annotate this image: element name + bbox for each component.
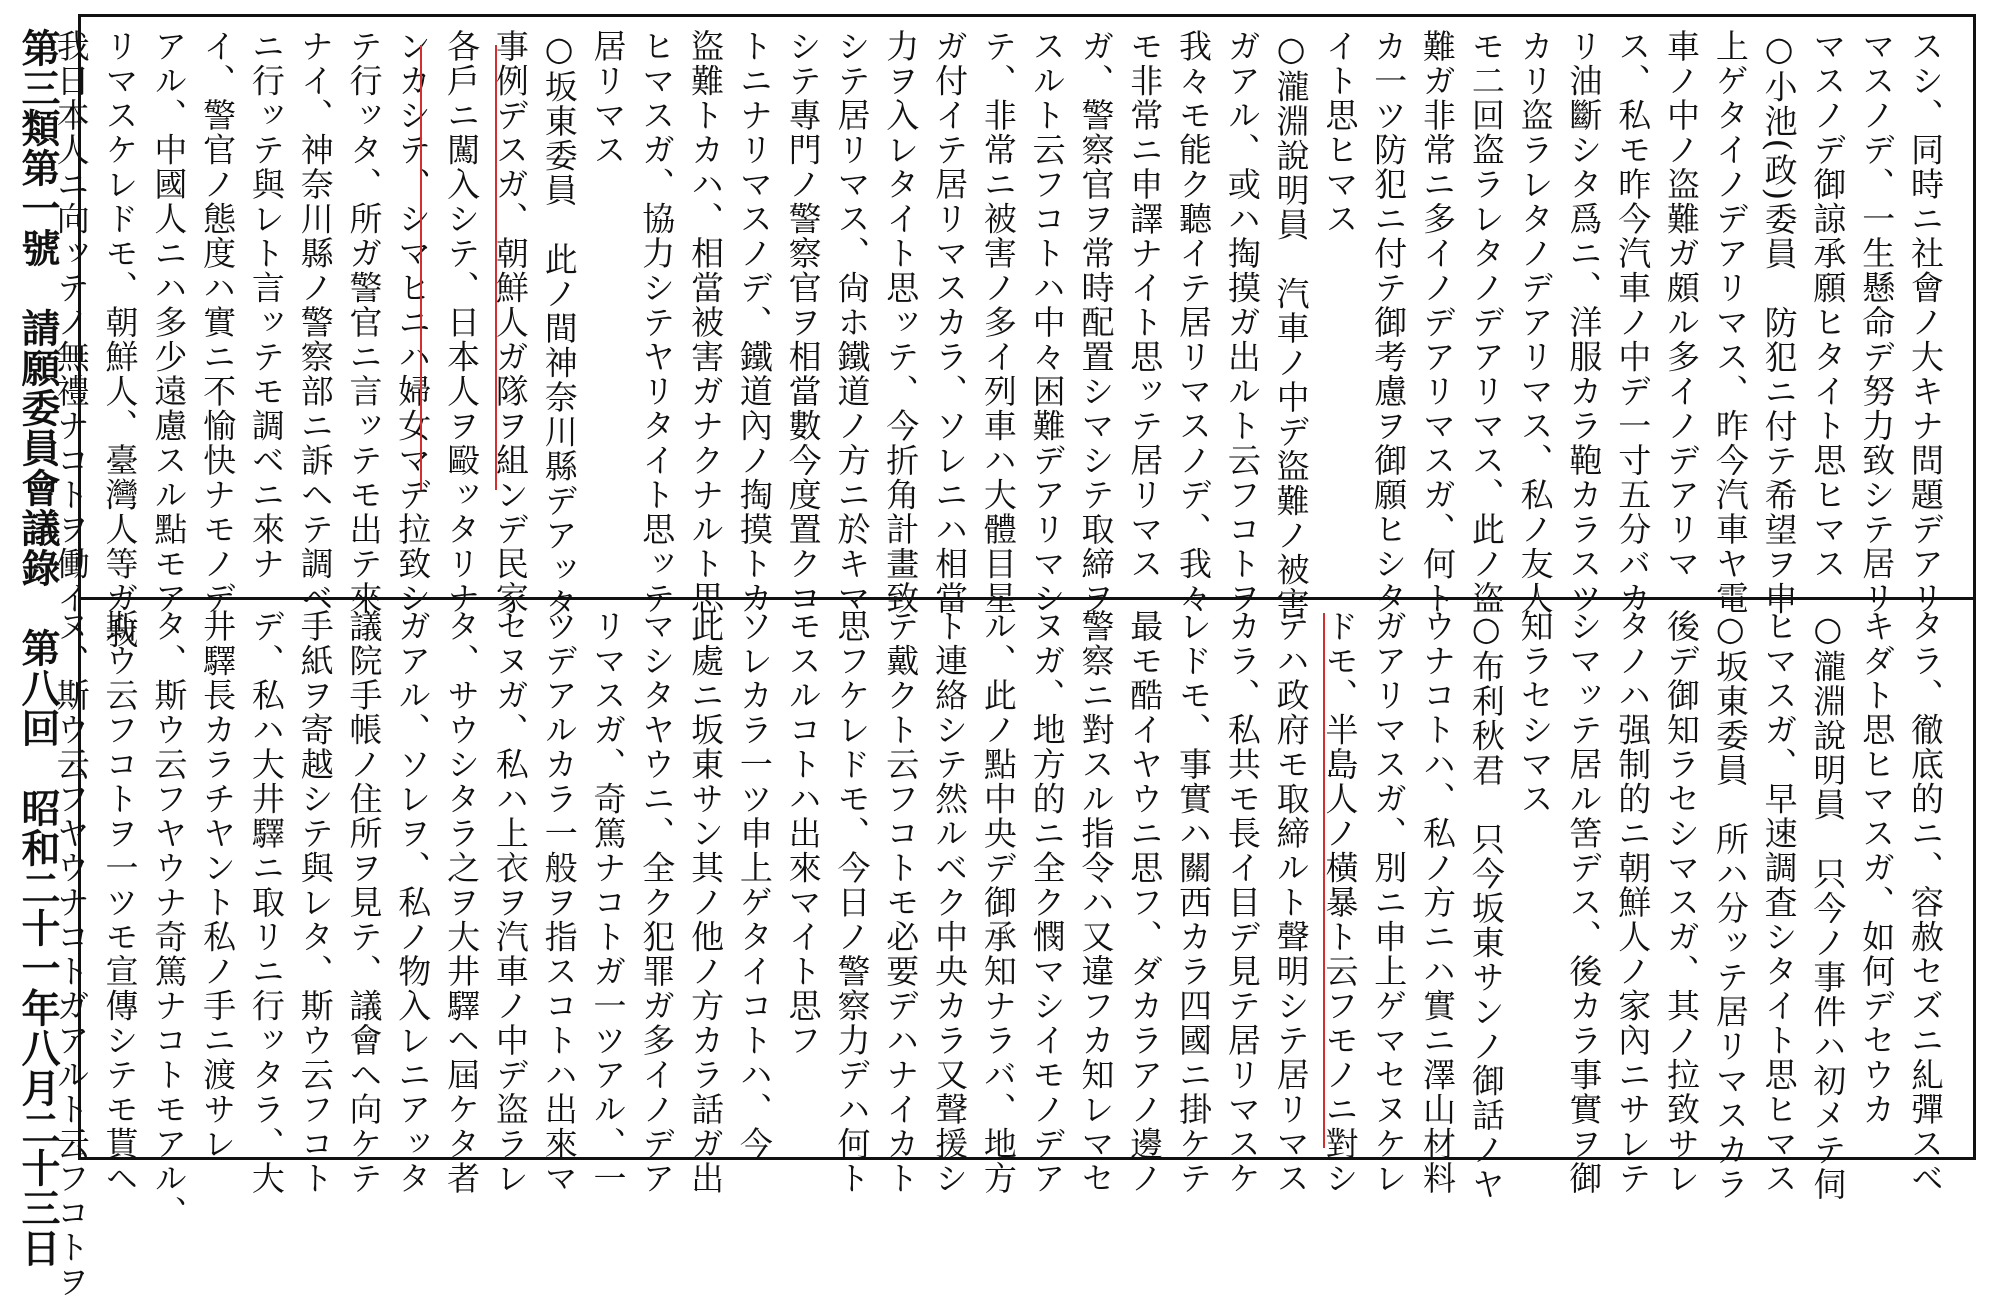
upper-text-line: アル、中國人ニハ多少遠慮スル點モア bbox=[149, 29, 189, 616]
lower-text-line: 警察ニ對スル指令ハ又違フカ知レマセ bbox=[1076, 609, 1116, 1196]
lower-text-line: ソレカラ一ツ申上ゲタイコトハ、今 bbox=[734, 609, 774, 1161]
upper-text-line: モ非常ニ申譯ナイト思ッテ居リマス bbox=[1125, 29, 1165, 581]
lower-text-line: ヒマスガ、早速調査シタイト思ヒマス bbox=[1759, 609, 1799, 1196]
upper-text-line: 我々モ能ク聽イテ居リマスノデ、我々 bbox=[1174, 29, 1214, 616]
lower-text-line: 此處ニ坂東サン其ノ他ノ方カラ話ガ出 bbox=[686, 609, 726, 1196]
lower-text-line: ル、此ノ點中央デ御承知ナラバ、地方 bbox=[978, 609, 1018, 1196]
lower-text-line: キダト思ヒマスガ、如何デセウカ bbox=[1857, 609, 1897, 1127]
lower-text-line: ツデアルカラ一般ヲ指スコトハ出來マ bbox=[539, 609, 579, 1196]
upper-text-line: シテ居リマス、尙ホ鐵道ノ方ニ於キマ bbox=[832, 29, 872, 616]
upper-text-line: スルト云フコトハ中々困難デアリマシ bbox=[1027, 29, 1067, 616]
upper-text-line: 力ヲ入レタイト思ッテ、今折角計畫致 bbox=[881, 29, 921, 616]
upper-text-line: 盜難トカハ、相當被害ガナクナルト思 bbox=[686, 29, 726, 616]
lower-text-line: 最モ酷イヤウニ思フ、ダカラアノ邊ノ bbox=[1125, 609, 1165, 1196]
lower-text-line: ガアリマスガ、別ニ申上ゲマセヌケレ bbox=[1369, 609, 1409, 1196]
upper-text-line: ○瀧淵說明員 汽車ノ中デ盜難ノ被害 bbox=[1271, 29, 1311, 622]
upper-text-line: ヒマスガ、協力シテヤリタイト思ッテ bbox=[637, 29, 677, 616]
lower-text-line: モスルコトハ出來マイト思フ bbox=[783, 609, 823, 1058]
red-sideline-mark bbox=[495, 45, 497, 490]
upper-text-line: ンカシテ、シマヒニハ婦女マデ拉致シ bbox=[393, 29, 433, 616]
upper-text-line: テ、非常ニ被害ノ多イ列車ハ大體目星 bbox=[978, 29, 1018, 616]
lower-text-line: タ、斯ウ云フヤウナ奇篤ナコトモアル、 bbox=[149, 609, 189, 1230]
lower-text-line: タノハ强制的ニ朝鮮人ノ家內ニサレテ bbox=[1613, 609, 1653, 1196]
lower-text-line: 井驛長カラチヤント私ノ手ニ渡サレ bbox=[198, 609, 238, 1161]
upper-text-line: ○小池(政)委員 防犯ニ付テ希望ヲ申 bbox=[1759, 29, 1799, 616]
lower-text-line: セヌガ、私ハ上衣ヲ汽車ノ中デ盗ラレ bbox=[490, 609, 530, 1196]
lower-text-line: ガアル、ソレヲ、私ノ物入レニアッタ bbox=[393, 609, 433, 1196]
upper-text-line: 車ノ中ノ盗難ガ頗ル多イノデアリマ bbox=[1662, 29, 1702, 581]
upper-text-line: モ二回盗ラレタノデアリマス、此ノ盗 bbox=[1466, 29, 1506, 616]
upper-text-line: ニ行ッテ與レト言ッテモ調ベニ來ナ bbox=[246, 29, 286, 581]
lower-text-line: 思フケレドモ、今日ノ警察力デハ何ト bbox=[832, 609, 872, 1196]
upper-text-line: カリ盗ラレタノデアリマス、私ノ友人 bbox=[1515, 29, 1555, 616]
upper-text-line: ○坂東委員 此ノ間神奈川縣デアッタ bbox=[539, 29, 579, 622]
upper-text-line: 上ゲタイノデアリマス、昨今汽車ヤ電 bbox=[1710, 29, 1750, 616]
upper-text-line: マスノデ御諒承願ヒタイト思ヒマス bbox=[1808, 29, 1848, 581]
lower-tier bbox=[51, 609, 1959, 1299]
upper-text-line: ガ、警察官ヲ常時配置シマシテ取締ヲ bbox=[1076, 29, 1116, 616]
upper-text-line: スシ、同時ニ社會ノ大キナ問題デアリ bbox=[1906, 29, 1945, 616]
upper-text-line: シテ專門ノ警察官ヲ相當數今度置クコ bbox=[783, 29, 823, 616]
upper-text-line: リマスケレドモ、朝鮮人、臺灣人等ガ我 bbox=[100, 29, 140, 650]
lower-text-line: タ、サウシタラ之ヲ大井驛ヘ屆ケタ者 bbox=[442, 609, 482, 1196]
upper-text-line: カ一ツ防犯ニ付テ御考慮ヲ御願ヒシタ bbox=[1369, 29, 1409, 616]
upper-text-line: ガアル、或ハ掏摸ガ出ルト云フコトヲ bbox=[1222, 29, 1262, 616]
upper-text-line: リ油斷シタ爲ニ、洋服カラ鞄カラスツ bbox=[1564, 29, 1604, 616]
lower-text-line: ○瀧淵說明員 只今ノ事件ハ初メテ伺 bbox=[1808, 609, 1848, 1202]
lower-text-line: 議院手帳ノ住所ヲ見テ、議會ヘ向ケテ bbox=[344, 609, 384, 1196]
upper-text-line: 難ガ非常ニ多イノデアリマスガ、何ト bbox=[1418, 29, 1458, 616]
lower-text-line: ト連絡シテ然ルベク中央カラ又聲援シ bbox=[930, 609, 970, 1196]
upper-text-line: 居リマス bbox=[588, 29, 628, 167]
upper-tier bbox=[51, 29, 1959, 650]
red-sideline-mark bbox=[1323, 613, 1325, 1148]
lower-text-line: デ、私ハ大井驛ニ取リニ行ッタラ、大 bbox=[246, 609, 286, 1196]
page-frame bbox=[51, 14, 1976, 1299]
lower-text-line: レドモ、事實ハ關西カラ四國ニ掛ケテ bbox=[1174, 609, 1214, 1196]
lower-text-line: マシタヤウニ、全ク犯罪ガ多イノデア bbox=[637, 609, 677, 1196]
lower-text-line: テハ政府モ取締ルト聲明シテ居リマス bbox=[1271, 609, 1311, 1196]
lower-text-line: テ戴クト云フコトモ必要デハナイカト bbox=[881, 609, 921, 1196]
tier-divider bbox=[81, 597, 1973, 600]
lower-text-line: ○坂東委員 所ハ分ッテ居リマスカラ bbox=[1710, 609, 1750, 1202]
lower-text-line: 手紙ヲ寄越シテ與レタ、斯ウ云フコト bbox=[295, 609, 335, 1196]
upper-text-line: 我日本人ニ向ッテノ無禮ナコトヲ働イ bbox=[51, 29, 91, 616]
lower-text-line: カラ、私共モ長イ目デ見テ居リマスケ bbox=[1222, 609, 1262, 1196]
upper-text-line: 各戶ニ闖入シテ、日本人ヲ毆ッタリナ bbox=[442, 29, 482, 616]
lower-text-line: ○布利秋君 只今坂東サンノ御話ノヤ bbox=[1466, 609, 1506, 1202]
lower-text-line: 斯ウ云フコトヲ一ツモ宣傳シテモ貰ヘ bbox=[100, 609, 140, 1196]
lower-text-line: 知ラセシマス bbox=[1515, 609, 1555, 816]
lower-text-line: リマスガ、奇篤ナコトガ一ツアル、一 bbox=[588, 609, 628, 1196]
running-head: 第三類第一號 請願委員會議錄 第八回 昭和二十一年八月二十三日 bbox=[15, 28, 61, 1268]
upper-text-line: マスノデ、一生懸命デ努力致シテ居リ bbox=[1857, 29, 1897, 616]
upper-text-line: テ行ッタ、所ガ警官ニ言ッテモ出テ來 bbox=[344, 29, 384, 616]
upper-text-line: 事例デスガ、朝鮮人ガ隊ヲ組ンデ民家 bbox=[490, 29, 530, 616]
lower-text-line: ヌ、斯ウ云フヤウナコトガアルト云フコトヲ bbox=[51, 609, 91, 1299]
lower-text-line: ヌガ、地方的ニ全ク憫マシイモノデア bbox=[1027, 609, 1067, 1196]
upper-text-line: ガ付イテ居リマスカラ、ソレニハ相當 bbox=[930, 29, 970, 616]
upper-text-line: イ、警官ノ態度ハ實ニ不愉快ナモノデ bbox=[198, 29, 238, 616]
lower-text-line: シマッテ居ル筈デス、後カラ事實ヲ御 bbox=[1564, 609, 1604, 1196]
red-sideline-mark bbox=[420, 45, 422, 490]
lower-text-line: ドモ、半島人ノ橫暴ト云フモノニ對シ bbox=[1320, 609, 1360, 1196]
upper-text-line: イト思ヒマス bbox=[1320, 29, 1360, 236]
upper-text-line: ナイ、神奈川縣ノ警察部ニ訴ヘテ調ベ bbox=[295, 29, 335, 616]
lower-text-line: タラ、徹底的ニ、容赦セズニ糺彈スベ bbox=[1906, 609, 1945, 1196]
upper-text-line: トニナリマスノデ、鐵道內ノ掏摸トカ bbox=[734, 29, 774, 616]
lower-text-line: ウナコトハ、私ノ方ニハ實ニ澤山材料 bbox=[1418, 609, 1458, 1196]
lower-text-line: 後デ御知ラセシマスガ、其ノ拉致サレ bbox=[1662, 609, 1702, 1196]
upper-text-line: ス、私モ昨今汽車ノ中デ一寸五分バカ bbox=[1613, 29, 1653, 616]
